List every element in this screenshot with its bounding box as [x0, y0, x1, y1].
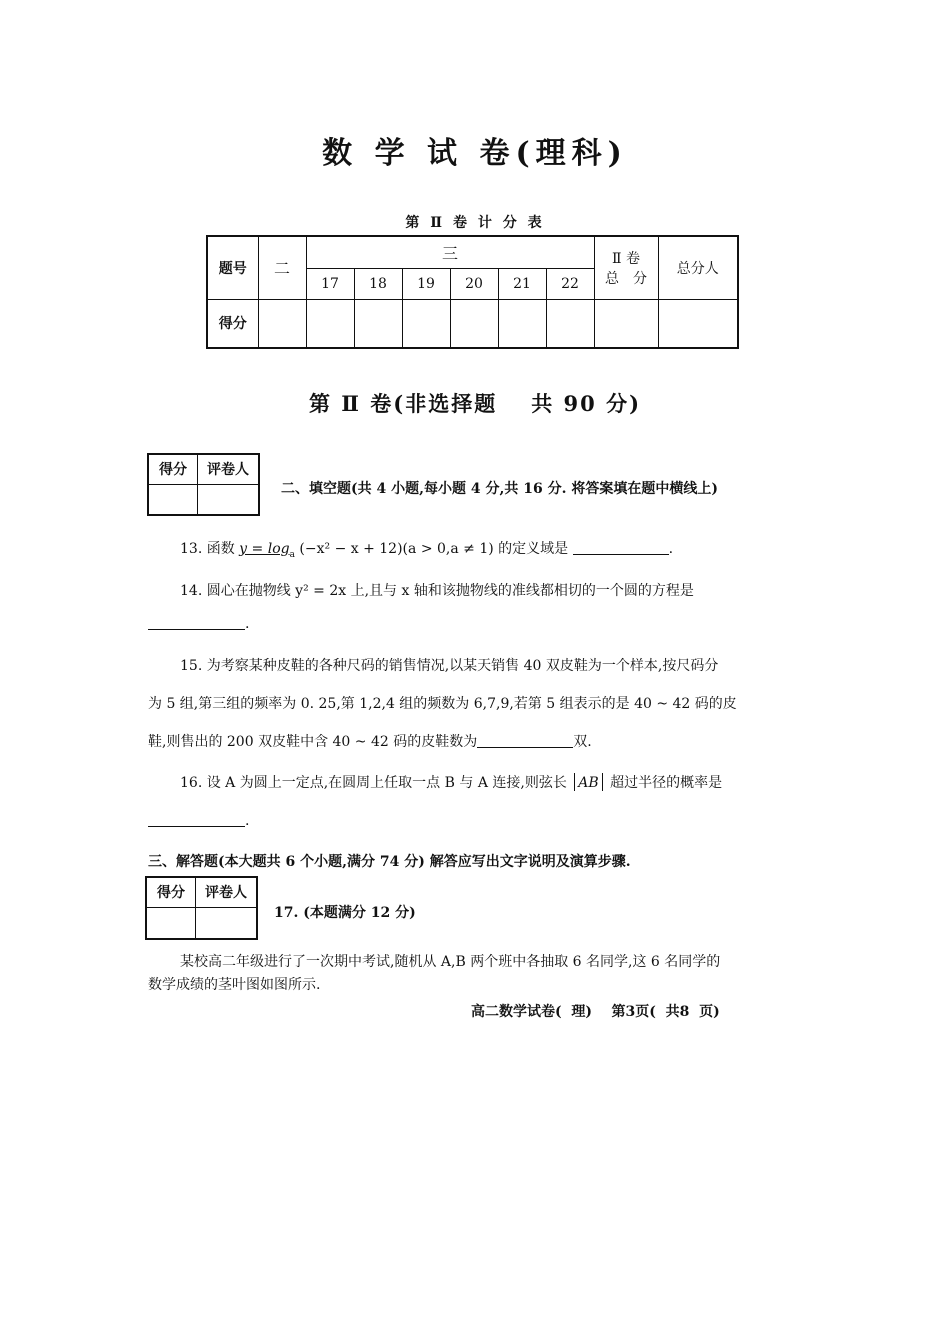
q13-function: y = log [239, 541, 290, 557]
grading-box-score-label: 得分 [146, 877, 196, 907]
score-table-caption: 第 Ⅱ 卷 计 分 表 [405, 215, 545, 231]
q16-answer-blank[interactable] [148, 826, 245, 827]
score-cell [402, 299, 450, 348]
page-footer: 高二数学试卷( 理) 第3页( 共8 页) [471, 1004, 720, 1020]
q15-answer-blank[interactable] [477, 733, 573, 748]
q16-chord: AB [578, 775, 599, 791]
grading-box-q17 [145, 876, 258, 940]
part2-header-main: 第 Ⅱ 卷(非选择题 [308, 391, 498, 416]
grading-box-cell [148, 484, 198, 515]
question-13 [180, 538, 673, 560]
score-cell [498, 299, 546, 348]
header-q20: 20 [450, 269, 498, 300]
header-q18: 18 [354, 269, 402, 300]
question-15-line1: 15. 为考察某种皮鞋的各种尺码的销售情况,以某天销售 40 双皮鞋为一个样本,按尺码分 [180, 658, 719, 674]
grading-box-grader-label: 评卷人 [198, 454, 260, 484]
q13-body: (−x² − x + 12)(a > 0,a ≠ 1) 的定义域是 [299, 541, 569, 557]
header-q21: 21 [498, 269, 546, 300]
abs-bar-left [574, 773, 575, 791]
question-15-line2: 为 5 组,第三组的频率为 0. 25,第 1,2,4 组的频数为 6,7,9,若第 5 组表示的是 40 ~ 42 码的皮 [148, 696, 737, 712]
abs-bar-right [602, 773, 603, 791]
grading-box-score-label: 得分 [148, 454, 198, 484]
score-table [206, 235, 739, 349]
header-question-number: 题号 [207, 236, 258, 299]
score-cell [546, 299, 594, 348]
question-14: 14. 圆心在抛物线 y² = 2x 上,且与 x 轴和该抛物线的准线都相切的一个圆的方程是 [180, 583, 694, 599]
question-16 [180, 772, 722, 792]
header-section-three: 三 [306, 236, 594, 269]
header-section-two: 二 [258, 236, 306, 299]
grading-box-cell [196, 907, 258, 939]
grading-box-fill [147, 453, 260, 516]
q13-answer-blank[interactable] [573, 540, 669, 555]
part2-header-total: 共 90 分) [531, 391, 642, 416]
fill-in-heading: 二、填空题(共 4 小题,每小题 4 分,共 16 分. 将答案填在题中横线上) [281, 481, 718, 497]
page-title: 数 学 试 卷(理科) [322, 136, 628, 171]
score-cell [658, 299, 738, 348]
header-q19: 19 [402, 269, 450, 300]
part2-total-line2: 总 分 [605, 270, 647, 287]
q17-title: 17. (本题满分 12 分) [274, 905, 416, 921]
solve-heading: 三、解答题(本大题共 6 个小题,满分 74 分) 解答应写出文字说明及演算步骤. [148, 854, 631, 870]
header-q22: 22 [546, 269, 594, 300]
q15-line3-end: 双. [573, 734, 592, 750]
q17-text-line2: 数学成绩的茎叶图如图所示. [148, 977, 321, 993]
score-cell [258, 299, 306, 348]
part2-header [0, 388, 950, 418]
q17-text-line1: 某校高二年级进行了一次期中考试,随机从 A,B 两个班中各抽取 6 名同学,这 6 名同学的 [180, 954, 721, 970]
part2-total-line1: Ⅱ 卷 [612, 250, 640, 267]
score-cell [306, 299, 354, 348]
score-cell [594, 299, 658, 348]
grading-box-cell [198, 484, 260, 515]
score-cell [450, 299, 498, 348]
header-q17: 17 [306, 269, 354, 300]
q14-answer-blank[interactable] [148, 629, 245, 630]
question-15-line3 [148, 731, 592, 751]
q16-end: . [245, 813, 250, 829]
q15-line3-text: 鞋,则售出的 200 双皮鞋中含 40 ~ 42 码的皮鞋数为 [148, 734, 478, 750]
score-cell [354, 299, 402, 348]
q14-end: . [245, 616, 250, 632]
q13-end: . [668, 541, 674, 557]
q13-prefix: 13. 函数 [180, 541, 235, 557]
header-scorer: 总分人 [658, 236, 738, 299]
row-score-label: 得分 [207, 299, 258, 348]
header-part2-total [594, 236, 658, 299]
grading-box-cell [146, 907, 196, 939]
q16-text-b: 超过半径的概率是 [610, 775, 723, 791]
q16-text-a: 16. 设 A 为圆上一定点,在圆周上任取一点 B 与 A 连接,则弦长 [180, 775, 567, 791]
grading-box-grader-label: 评卷人 [196, 877, 258, 907]
q13-log-base: a [289, 549, 295, 560]
